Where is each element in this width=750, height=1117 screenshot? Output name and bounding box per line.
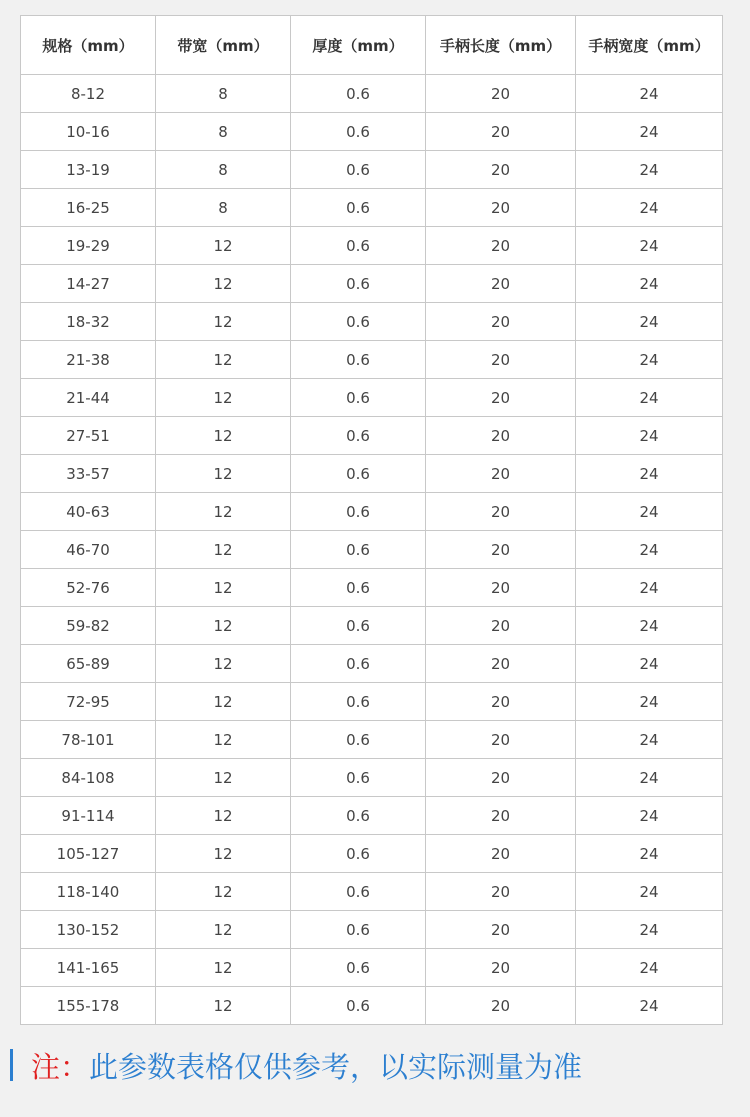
table-row bbox=[21, 569, 723, 607]
cell-handle-length: 20 bbox=[426, 379, 576, 417]
cell-handle-width: 24 bbox=[576, 113, 723, 151]
cell-band-width: 12 bbox=[156, 683, 291, 721]
cell-spec: 14-27 bbox=[21, 265, 156, 303]
cell-spec: 46-70 bbox=[21, 531, 156, 569]
cell-spec: 27-51 bbox=[21, 417, 156, 455]
cell-handle-width: 24 bbox=[576, 151, 723, 189]
header-thickness: 厚度（mm） bbox=[291, 16, 426, 75]
cell-thickness: 0.6 bbox=[291, 645, 426, 683]
cell-band-width: 12 bbox=[156, 341, 291, 379]
cell-handle-width: 24 bbox=[576, 379, 723, 417]
cell-spec: 118-140 bbox=[21, 873, 156, 911]
table-row bbox=[21, 227, 723, 265]
cell-band-width: 12 bbox=[156, 911, 291, 949]
cell-handle-width: 24 bbox=[576, 227, 723, 265]
table-row bbox=[21, 379, 723, 417]
cell-handle-width: 24 bbox=[576, 645, 723, 683]
cell-spec: 59-82 bbox=[21, 607, 156, 645]
cell-handle-width: 24 bbox=[576, 265, 723, 303]
cell-spec: 18-32 bbox=[21, 303, 156, 341]
cell-spec: 91-114 bbox=[21, 797, 156, 835]
cell-handle-width: 24 bbox=[576, 455, 723, 493]
cell-band-width: 8 bbox=[156, 189, 291, 227]
header-row bbox=[21, 16, 723, 75]
cell-spec: 13-19 bbox=[21, 151, 156, 189]
cell-spec: 21-44 bbox=[21, 379, 156, 417]
cell-thickness: 0.6 bbox=[291, 683, 426, 721]
table-row bbox=[21, 645, 723, 683]
table-row bbox=[21, 721, 723, 759]
note bbox=[10, 1045, 582, 1085]
table-row bbox=[21, 873, 723, 911]
cell-handle-width: 24 bbox=[576, 721, 723, 759]
cell-handle-width: 24 bbox=[576, 949, 723, 987]
cell-thickness: 0.6 bbox=[291, 949, 426, 987]
cell-spec: 84-108 bbox=[21, 759, 156, 797]
cell-thickness: 0.6 bbox=[291, 721, 426, 759]
cell-spec: 72-95 bbox=[21, 683, 156, 721]
cell-spec: 33-57 bbox=[21, 455, 156, 493]
cell-handle-width: 24 bbox=[576, 607, 723, 645]
header-handle-length: 手柄长度（mm） bbox=[426, 16, 576, 75]
table-row bbox=[21, 189, 723, 227]
cell-band-width: 12 bbox=[156, 607, 291, 645]
cell-handle-length: 20 bbox=[426, 911, 576, 949]
cell-handle-length: 20 bbox=[426, 797, 576, 835]
cell-handle-length: 20 bbox=[426, 493, 576, 531]
cell-band-width: 12 bbox=[156, 265, 291, 303]
cell-handle-length: 20 bbox=[426, 265, 576, 303]
cell-thickness: 0.6 bbox=[291, 987, 426, 1025]
cell-thickness: 0.6 bbox=[291, 75, 426, 113]
cell-handle-length: 20 bbox=[426, 151, 576, 189]
cell-thickness: 0.6 bbox=[291, 113, 426, 151]
table-row bbox=[21, 911, 723, 949]
spec-table bbox=[20, 15, 723, 1025]
header-band-width: 带宽（mm） bbox=[156, 16, 291, 75]
table-body bbox=[21, 75, 723, 1025]
table-row bbox=[21, 683, 723, 721]
cell-thickness: 0.6 bbox=[291, 531, 426, 569]
table-row bbox=[21, 607, 723, 645]
table-row bbox=[21, 265, 723, 303]
cell-band-width: 12 bbox=[156, 417, 291, 455]
cell-handle-width: 24 bbox=[576, 569, 723, 607]
cell-handle-length: 20 bbox=[426, 759, 576, 797]
note-accent-bar bbox=[10, 1049, 13, 1081]
table-row bbox=[21, 417, 723, 455]
table-row bbox=[21, 949, 723, 987]
cell-handle-width: 24 bbox=[576, 835, 723, 873]
cell-thickness: 0.6 bbox=[291, 607, 426, 645]
table-row bbox=[21, 455, 723, 493]
cell-thickness: 0.6 bbox=[291, 873, 426, 911]
cell-thickness: 0.6 bbox=[291, 151, 426, 189]
table-row bbox=[21, 113, 723, 151]
cell-thickness: 0.6 bbox=[291, 379, 426, 417]
cell-handle-width: 24 bbox=[576, 759, 723, 797]
cell-band-width: 12 bbox=[156, 873, 291, 911]
cell-handle-width: 24 bbox=[576, 75, 723, 113]
cell-thickness: 0.6 bbox=[291, 303, 426, 341]
cell-band-width: 12 bbox=[156, 759, 291, 797]
table-row bbox=[21, 759, 723, 797]
table-row bbox=[21, 341, 723, 379]
cell-thickness: 0.6 bbox=[291, 911, 426, 949]
table-row bbox=[21, 797, 723, 835]
cell-thickness: 0.6 bbox=[291, 265, 426, 303]
cell-thickness: 0.6 bbox=[291, 759, 426, 797]
cell-band-width: 12 bbox=[156, 987, 291, 1025]
cell-thickness: 0.6 bbox=[291, 227, 426, 265]
header-handle-width: 手柄宽度（mm） bbox=[576, 16, 723, 75]
cell-handle-width: 24 bbox=[576, 341, 723, 379]
table-row bbox=[21, 987, 723, 1025]
cell-handle-length: 20 bbox=[426, 873, 576, 911]
cell-handle-length: 20 bbox=[426, 607, 576, 645]
cell-thickness: 0.6 bbox=[291, 797, 426, 835]
cell-handle-length: 20 bbox=[426, 683, 576, 721]
cell-band-width: 8 bbox=[156, 113, 291, 151]
cell-handle-width: 24 bbox=[576, 683, 723, 721]
cell-handle-length: 20 bbox=[426, 227, 576, 265]
table-row bbox=[21, 493, 723, 531]
table-row bbox=[21, 75, 723, 113]
cell-handle-length: 20 bbox=[426, 569, 576, 607]
cell-handle-length: 20 bbox=[426, 531, 576, 569]
cell-thickness: 0.6 bbox=[291, 569, 426, 607]
cell-handle-width: 24 bbox=[576, 417, 723, 455]
cell-handle-length: 20 bbox=[426, 75, 576, 113]
cell-handle-length: 20 bbox=[426, 189, 576, 227]
cell-spec: 78-101 bbox=[21, 721, 156, 759]
note-prefix: 注： bbox=[31, 1049, 90, 1084]
cell-spec: 65-89 bbox=[21, 645, 156, 683]
cell-handle-width: 24 bbox=[576, 531, 723, 569]
cell-band-width: 12 bbox=[156, 721, 291, 759]
cell-band-width: 12 bbox=[156, 493, 291, 531]
cell-band-width: 12 bbox=[156, 835, 291, 873]
table-row bbox=[21, 531, 723, 569]
cell-band-width: 8 bbox=[156, 151, 291, 189]
cell-handle-length: 20 bbox=[426, 113, 576, 151]
cell-handle-width: 24 bbox=[576, 303, 723, 341]
cell-spec: 52-76 bbox=[21, 569, 156, 607]
cell-handle-length: 20 bbox=[426, 417, 576, 455]
cell-handle-length: 20 bbox=[426, 341, 576, 379]
cell-spec: 40-63 bbox=[21, 493, 156, 531]
cell-spec: 105-127 bbox=[21, 835, 156, 873]
cell-band-width: 12 bbox=[156, 949, 291, 987]
cell-handle-length: 20 bbox=[426, 949, 576, 987]
header-spec: 规格（mm） bbox=[21, 16, 156, 75]
cell-band-width: 8 bbox=[156, 75, 291, 113]
cell-thickness: 0.6 bbox=[291, 341, 426, 379]
table-row bbox=[21, 151, 723, 189]
cell-handle-length: 20 bbox=[426, 645, 576, 683]
cell-thickness: 0.6 bbox=[291, 493, 426, 531]
cell-band-width: 12 bbox=[156, 379, 291, 417]
cell-band-width: 12 bbox=[156, 531, 291, 569]
table-header bbox=[21, 16, 723, 75]
cell-handle-length: 20 bbox=[426, 987, 576, 1025]
cell-handle-width: 24 bbox=[576, 873, 723, 911]
cell-handle-width: 24 bbox=[576, 797, 723, 835]
table-row bbox=[21, 303, 723, 341]
cell-spec: 141-165 bbox=[21, 949, 156, 987]
cell-band-width: 12 bbox=[156, 797, 291, 835]
cell-band-width: 12 bbox=[156, 645, 291, 683]
table-row bbox=[21, 835, 723, 873]
cell-spec: 21-38 bbox=[21, 341, 156, 379]
cell-handle-length: 20 bbox=[426, 835, 576, 873]
cell-spec: 130-152 bbox=[21, 911, 156, 949]
cell-spec: 8-12 bbox=[21, 75, 156, 113]
cell-handle-length: 20 bbox=[426, 455, 576, 493]
cell-handle-length: 20 bbox=[426, 303, 576, 341]
cell-band-width: 12 bbox=[156, 303, 291, 341]
cell-handle-width: 24 bbox=[576, 987, 723, 1025]
cell-thickness: 0.6 bbox=[291, 189, 426, 227]
cell-handle-width: 24 bbox=[576, 911, 723, 949]
cell-band-width: 12 bbox=[156, 569, 291, 607]
cell-thickness: 0.6 bbox=[291, 455, 426, 493]
cell-thickness: 0.6 bbox=[291, 835, 426, 873]
cell-handle-width: 24 bbox=[576, 189, 723, 227]
cell-spec: 19-29 bbox=[21, 227, 156, 265]
cell-spec: 155-178 bbox=[21, 987, 156, 1025]
cell-handle-length: 20 bbox=[426, 721, 576, 759]
cell-band-width: 12 bbox=[156, 455, 291, 493]
cell-spec: 16-25 bbox=[21, 189, 156, 227]
cell-band-width: 12 bbox=[156, 227, 291, 265]
cell-thickness: 0.6 bbox=[291, 417, 426, 455]
note-text: 此参数表格仅供参考，以实际测量为准 bbox=[89, 1049, 583, 1084]
cell-spec: 10-16 bbox=[21, 113, 156, 151]
cell-handle-width: 24 bbox=[576, 493, 723, 531]
